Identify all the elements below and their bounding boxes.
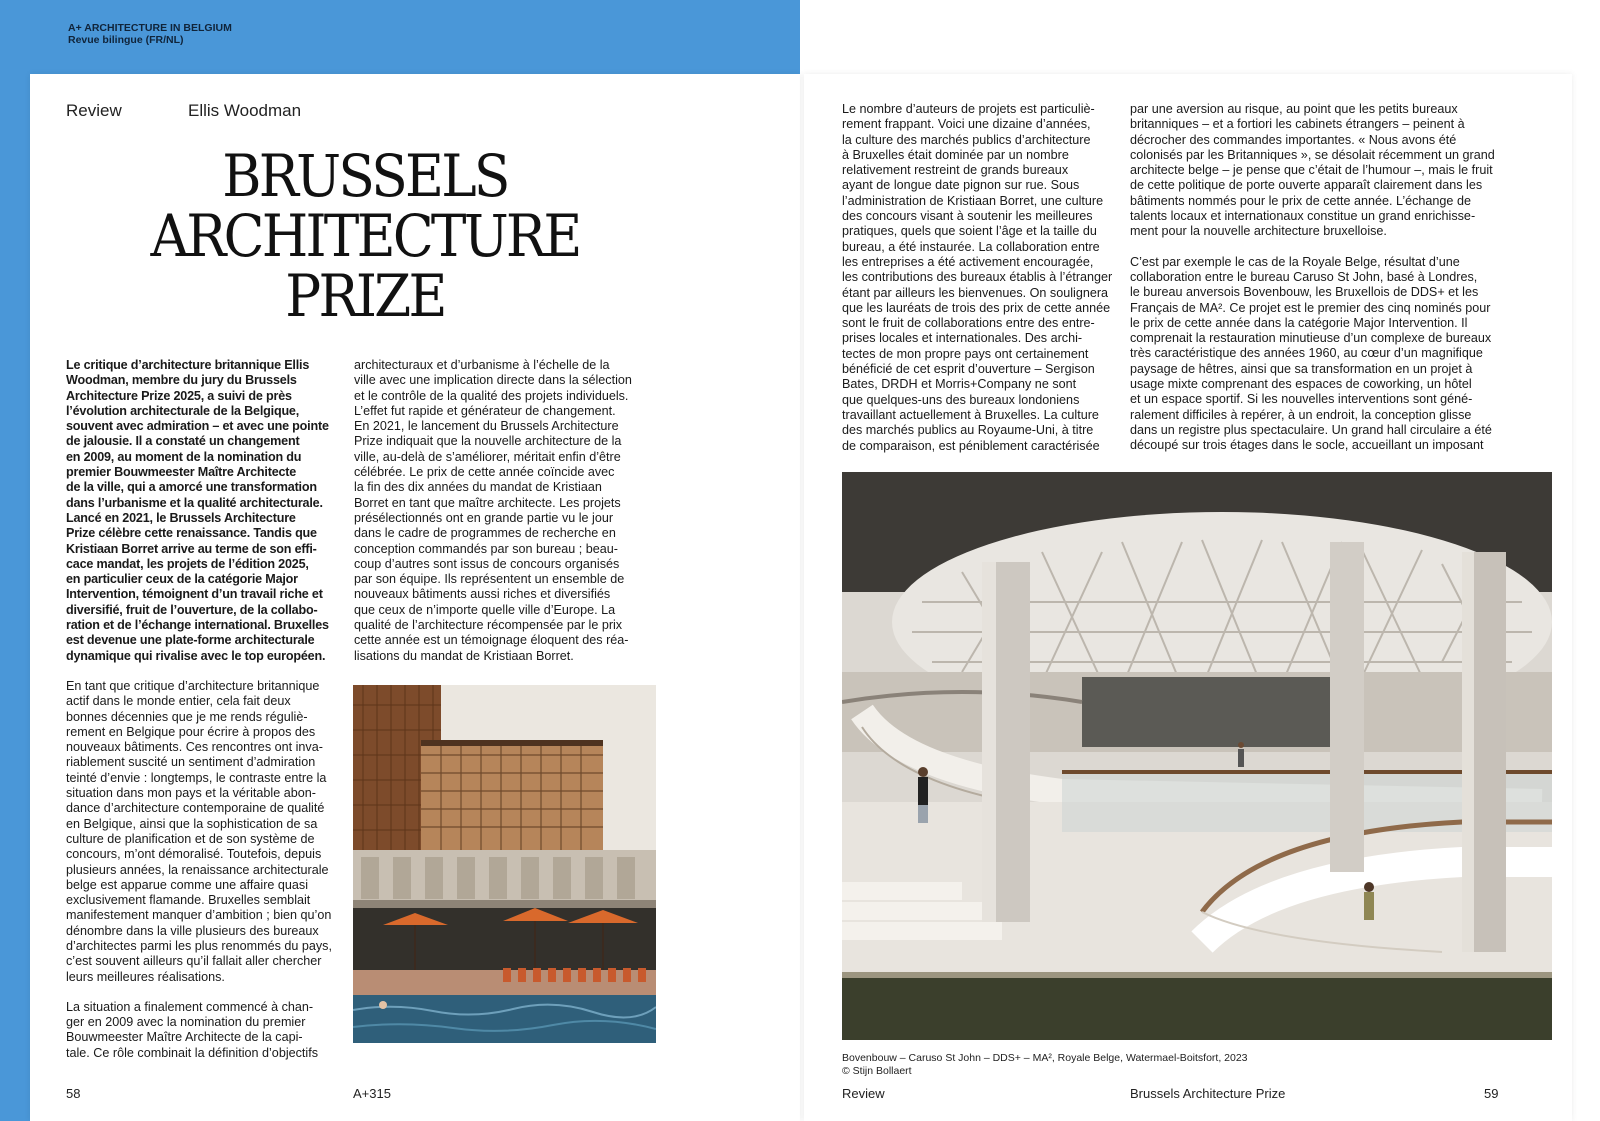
atrium-photo [842, 472, 1552, 1040]
photo-caption: Bovenbouw – Caruso St John – DDS+ – MA², Royale Belge, Watermael-Boitsfort, 2023 © Stijn Bollaert [842, 1052, 1248, 1077]
body-paragraph: architecturaux et d’urbanisme à l’échelle de la ville avec une implication directe dans la sélection et le contrôle de la qualité des projets individuels. L’effet fut rapide et générateur de changement. En 2021, le lancement du Brussels Architecture Prize indiquait que la nouvelle architecture de la ville, au-delà de s’améliorer, méritait enfin d’être célébrée. Le prix de cette année coïncide avec la fin des dix années du mandat de Kristiaan Borret en tant que maître architecte. Les projets présélectionnés ont en grande partie vu le jour dans le cadre de programmes de recherche en conception commandés par son bureau ; beau- coup d’autres sont issus de concours organisés par son équipe. Ils représentent un ensemble de nouveaux bâtiments aussi riches et diversifiés que ceux de n’importe quelle ville d’Europe. La qualité de l’architecture récompensée par le prix cette année est un témoignage éloquent des réa- lisations du mandat de Kristiaan Borret. [354, 358, 632, 663]
title-line: ARCHITECTURE [150, 202, 580, 270]
body-paragraph: En tant que critique d’architecture britannique actif dans le monde entier, cela fait deux bonnes décennies que je me rends réguliè- rement en Belgique pour écrire à propos des nouveaux bâtiments. Ces rencontres ont inva- riablement suscité un sentiment d’admiration teinté d’envie : longtemps, le contraste entre la situation dans mon pays et la véritable abon- dance d’architecture contemporaine de qualité en Belgique, ainsi que la sophistication de sa culture de planification et de son système de concours, m’ont démoralisé. Toutefois, depuis plusieurs années, la renaissance architecturale belge est apparue comme une affaire quasi exclusivement flamande. Bruxelles semblait manifestement manquer d’ambition ; bien qu’on dénombre dans la ville plusieurs des bureaux d’architectes parmi les plus renommés du pays, c’est souvent ailleurs qu’il fallait aller chercher leurs meilleures réalisations. [66, 678, 332, 984]
left-page [30, 74, 800, 1121]
right-column-2 [1130, 102, 1510, 469]
page-number: 59 [1484, 1086, 1499, 1101]
building-pool-photo [353, 685, 656, 1043]
page-number: 58 [66, 1086, 81, 1101]
right-page [804, 74, 1572, 1121]
body-paragraph: C’est par exemple le cas de la Royale Belge, résultat d’une collaboration entre le bureau Caruso St John, basé à Londres, le bureau anversois Bovenbouw, les Bruxellois de DDS+ et les Français de MA². Ce projet est le premier des cinq nominés pour le prix de cette année dans la catégorie Major Intervention. Il comprenait la restauration minutieuse d’un complexe de bureaux très caractéristique des années 1960, au cœur d’un magnifique paysage de hêtres, ainsi que sa transformation en un projet à usage mixte comprenant des espaces de coworking, un hôtel et un espace sportif. Si les nouvelles interventions sont géné- ralement difficiles à repérer, à un endroit, la conception glisse dans un registre plus spectaculaire. Un grand hall circulaire a été découpé sur trois étages dans le socle, accueillant un imposant [1130, 254, 1492, 453]
body-paragraph: La situation a finalement commencé à chan- ger en 2009 avec la nomination du premier Bouwmeester Maître Architecte de la capi- tale. Ce rôle combinait la définition d’objectifs [66, 999, 319, 1060]
right-column-1 [842, 102, 1132, 469]
body-paragraph: par une aversion au risque, au point que les petits bureaux britanniques – et a fortiori les cabinets étrangers – peinent à décrocher des commandes importantes. « Nous avons été colonisés par les Britanniques », se désolait récemment un grand architecte belge – je pense que c’était de l’humour –, mais le fruit de cette politique de porte ouverte apparaît clairement dans les bâtiments nommés pour le prix de cette année. L’échange de talents locaux et internationaux constitue un grand enrichisse- ment pour la nouvelle architecture bruxelloise. [1130, 102, 1495, 239]
magazine-header [68, 22, 232, 46]
title-line: PRIZE [285, 262, 445, 330]
magazine-issue: A+315 [353, 1086, 391, 1101]
magazine-name: A+ ARCHITECTURE IN BELGIUM [68, 22, 232, 34]
author-name: Ellis Woodman [188, 101, 302, 120]
title-line: BRUSSELS [222, 142, 508, 210]
left-column-1 [66, 358, 344, 1076]
footer-title: Brussels Architecture Prize [1130, 1086, 1286, 1101]
body-paragraph: Le nombre d’auteurs de projets est particuliè- rement frappant. Voici une dizaine d’années, la culture des marchés publics d’architecture à Bruxelles était dominée par un nombre relativement restreint de grands bureaux ayant de longue date pignon sur rue. Sous l’administration de Kristiaan Borret, une culture des concours visant à soutenir les meilleures pratiques, quels que soient l’âge et la taille du bureau, a été instaurée. La collaboration entre les entreprises a été activement encouragée, les contributions des bureaux établis à l’étranger étant par ailleurs les bienvenues. On soulignera que les lauréats de trois des prix de cette année sont le fruit de collaborations entre des entre- prises locales et internationales. Des archi- tectes de mon propre pays ont certainement bénéficié de cet esprit d’ouverture – Sergison Bates, DRDH et Morris+Company ne sont que quelques-uns des bureaux londoniens travaillant actuellement à Bruxelles. La culture des marchés publics au Royaume-Uni, à titre de comparaison, est péniblement caractérisée [842, 102, 1113, 453]
lead-paragraph: Le critique d’architecture britannique Ellis Woodman, membre du jury du Brussels Architecture Prize 2025, a suivi de près l’évolution architecturale de la Belgique, souvent avec admiration – et avec une pointe de jalousie. Il a constaté un changement en 2009, au moment de la nomination du premier Bouwmeester Maître Architecte de la ville, qui a amorcé une transformation dans l’urbanisme et la qualité architecturale. Lancé en 2021, le Brussels Architecture Prize célèbre cette renaissance. Tandis que Kristiaan Borret arrive au terme de son effi- cace mandat, les projets de l’édition 2025, en particulier ceux de la catégorie Major Intervention, témoignent d’un travail riche et diversifié, fruit de l’ouverture, de la collabo- ration et de l’échange international. Bruxelles est devenue une plate-forme architecturale dynamique qui rivalise avec le top européen. [66, 358, 329, 663]
article-title [135, 142, 595, 330]
magazine-subtitle: Revue bilingue (FR/NL) [68, 34, 184, 46]
footer-section: Review [842, 1086, 885, 1101]
left-column-2 [354, 358, 644, 679]
section-label: Review [66, 101, 122, 120]
